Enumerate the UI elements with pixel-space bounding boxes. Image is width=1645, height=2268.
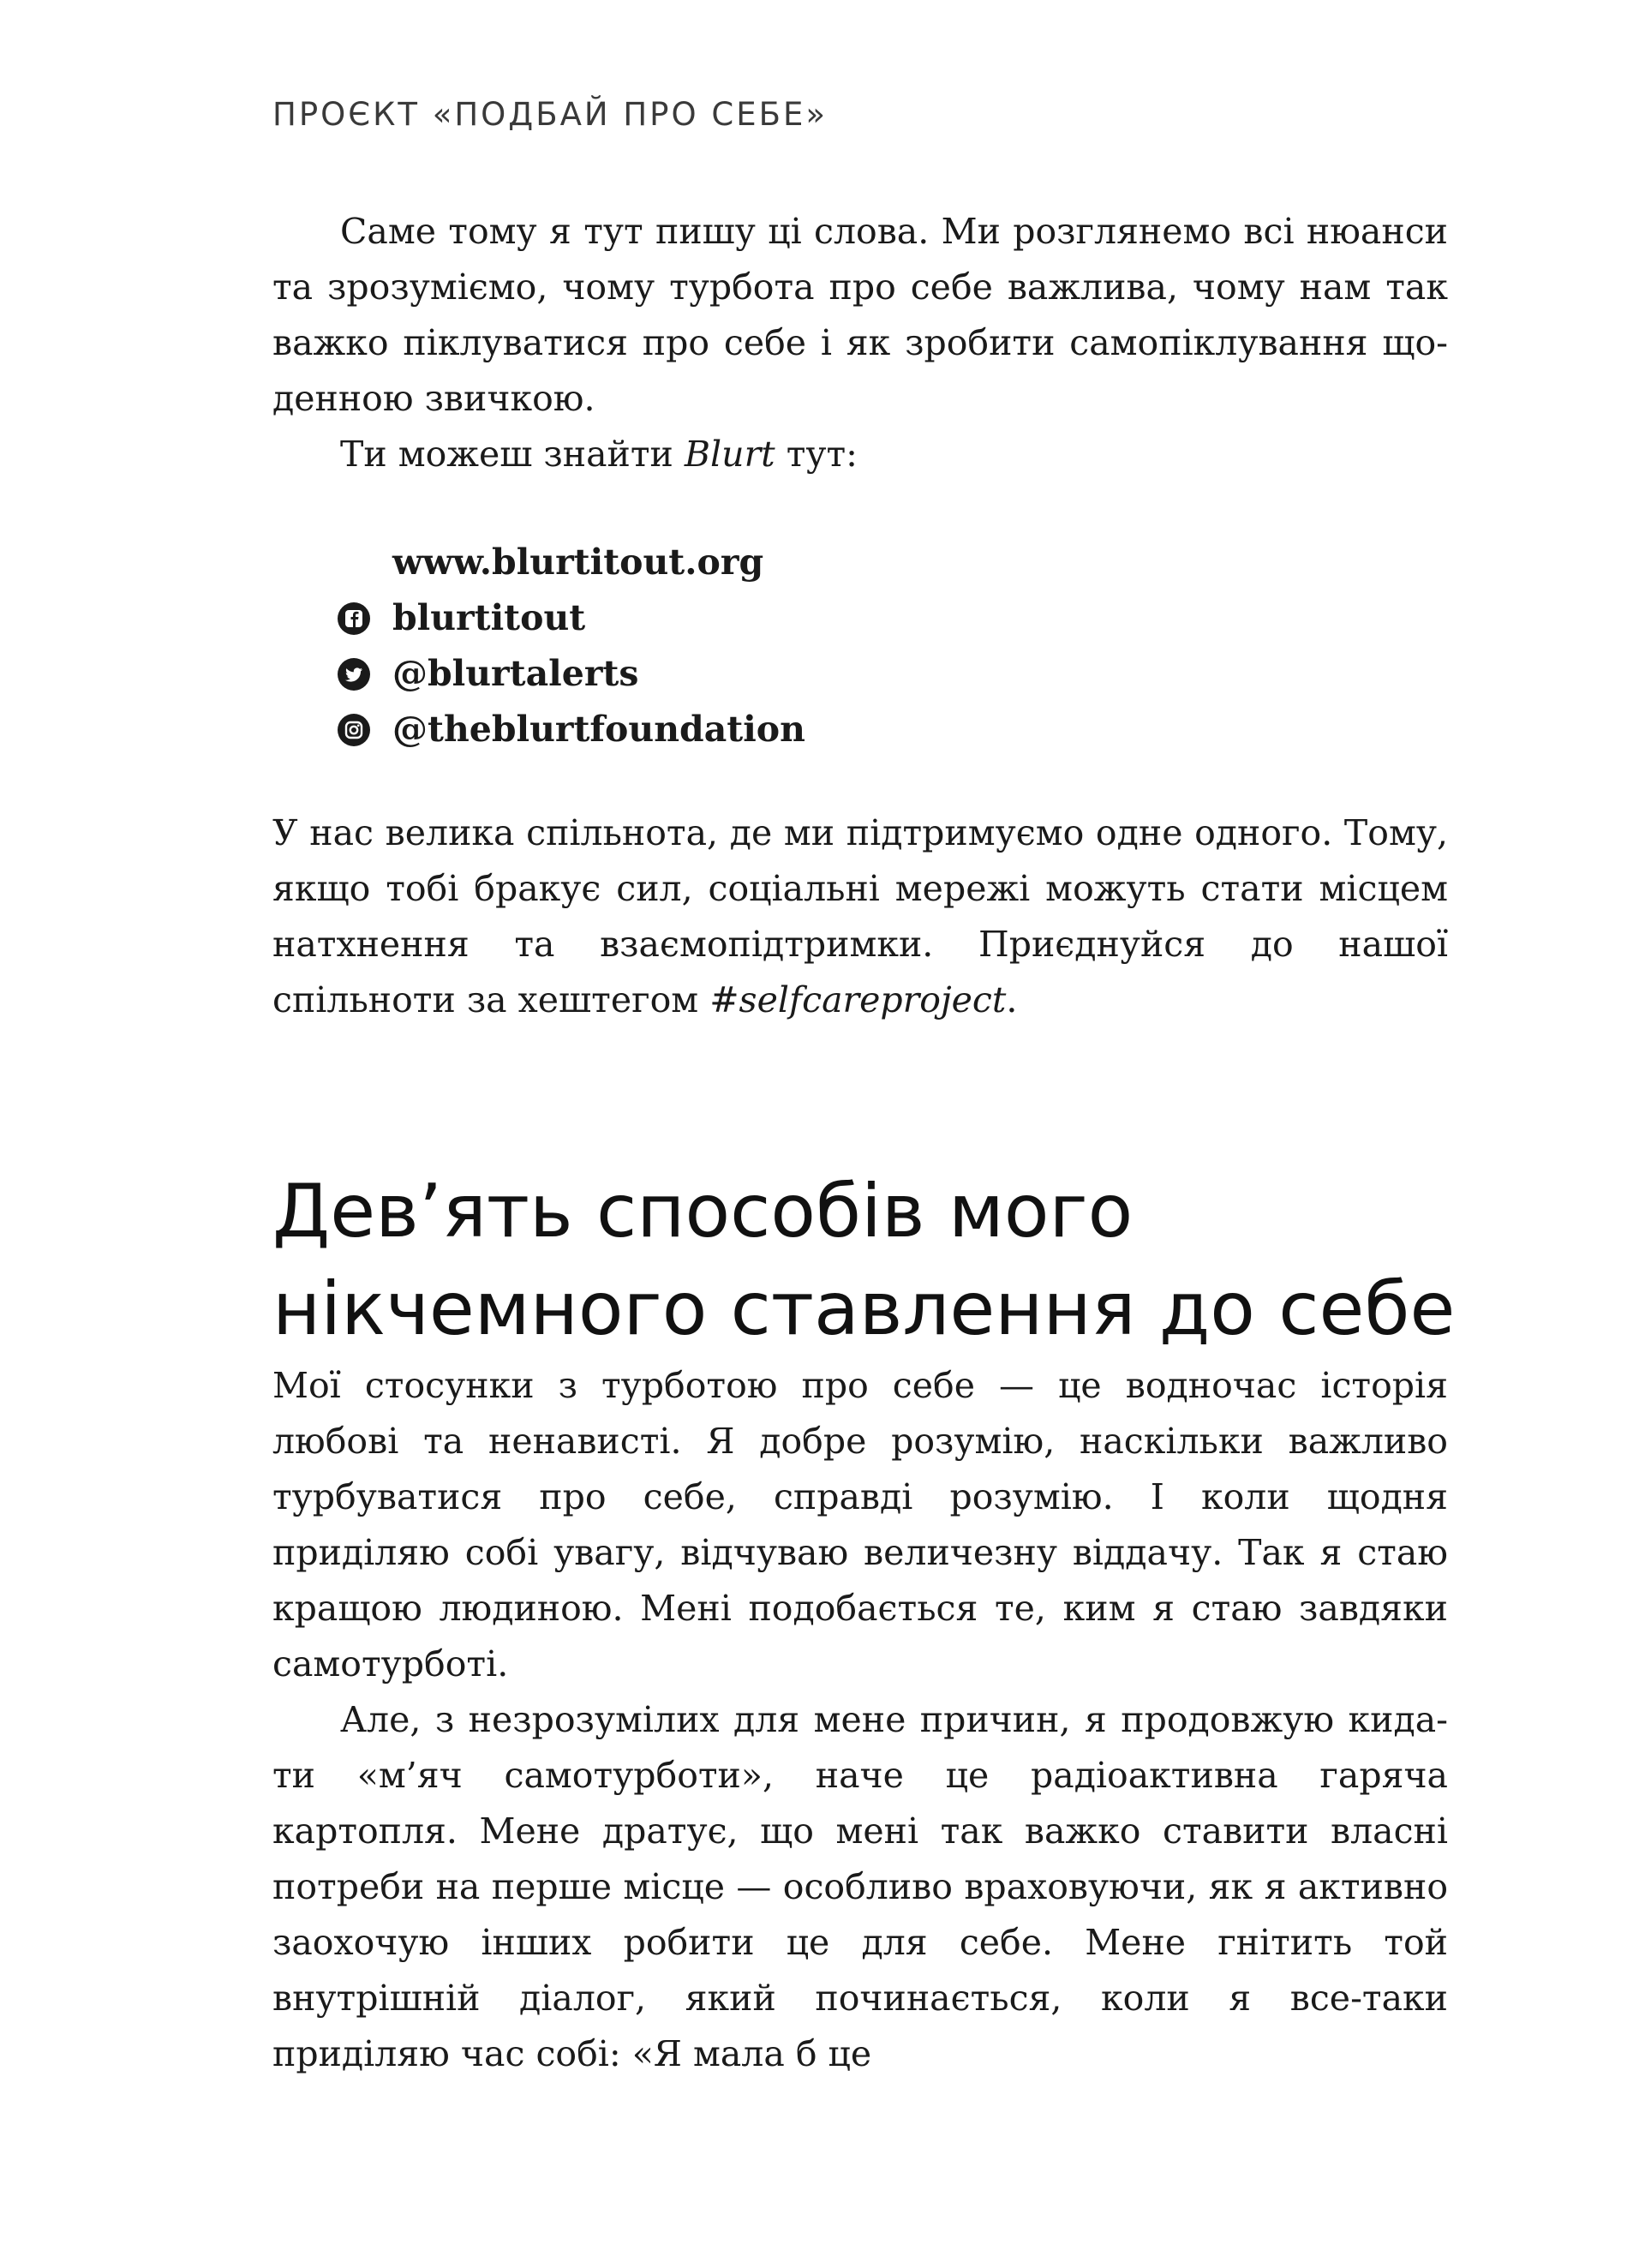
instagram-handle[interactable]: @theblurtfoundation bbox=[392, 709, 805, 750]
twitter-icon bbox=[338, 658, 370, 691]
community-paragraph bbox=[272, 805, 1448, 1028]
community-suffix: . bbox=[1006, 979, 1018, 1020]
find-blurt-text: Ти можеш знайти bbox=[340, 434, 685, 475]
community-text: У нас велика спільнота, де ми підтримуємо одне одного. Тому, якщо тобі бракує сил, соціальні мережі можуть стати місцем натхнення та взаємопідтримки. Приєднуйся до нашої спільноти за хештегом bbox=[272, 812, 1448, 1020]
contact-facebook bbox=[272, 590, 1448, 646]
section-title bbox=[272, 1163, 1456, 1358]
page-body bbox=[272, 204, 1456, 2082]
blurt-name: Blurt bbox=[684, 434, 775, 475]
contact-instagram bbox=[272, 702, 1448, 757]
find-blurt-suffix: тут: bbox=[775, 434, 858, 475]
twitter-handle[interactable]: @blurtalerts bbox=[392, 653, 639, 694]
website-link[interactable]: www.blurtitout.org bbox=[392, 542, 764, 583]
section-title-line-1: Дев’ять способів мого bbox=[272, 1169, 1134, 1254]
instagram-icon bbox=[338, 714, 370, 746]
hashtag: #selfcareproject bbox=[709, 979, 1007, 1020]
running-head: ПРОЄКТ «ПОДБАЙ ПРО СЕБЕ» bbox=[272, 96, 828, 133]
section-paragraph-1: Мої стосунки з турботою про себе — це водночас історія любові та ненависті. Я добре розумію, наскільки важливо турбуватися про себе, справді розумію. І коли щодня приділяю собі увагу, відчуваю величезну віддачу. Так я стаю кращою людиною. Мені подобається те, ким я стаю завдяки самотурботі. bbox=[272, 1365, 1448, 1685]
find-blurt-paragraph bbox=[272, 427, 1448, 482]
contact-twitter bbox=[272, 646, 1448, 702]
section-title-line-2: нікчемного ставлення до себе bbox=[272, 1266, 1456, 1352]
section-paragraph-2: Але, з незрозумілих для мене причин, я продовжую кидати «м’яч самотурботи», наче це радіоактивна гаряча картопля. Мене дратує, що мені так важко ставити власні потреби на перше місце — особливо враховуючи, як я активно заохочую інших робити це для себе. Мене гнітить той внутрішній діалог, який починається, коли я все-таки приділяю час собі: «Я мала б це bbox=[272, 1699, 1448, 2074]
contacts-list bbox=[272, 535, 1448, 757]
contact-website bbox=[272, 535, 1448, 590]
facebook-handle[interactable]: blurtitout bbox=[392, 597, 586, 638]
intro-paragraph: Саме тому я тут пишу ці слова. Ми розглянемо всі нюанси та зрозуміємо, чому турбота про себе важлива, чому нам так важко піклуватися про себе і як зробити самопіклування щоденною звичкою. bbox=[272, 211, 1448, 419]
facebook-icon bbox=[338, 602, 370, 635]
